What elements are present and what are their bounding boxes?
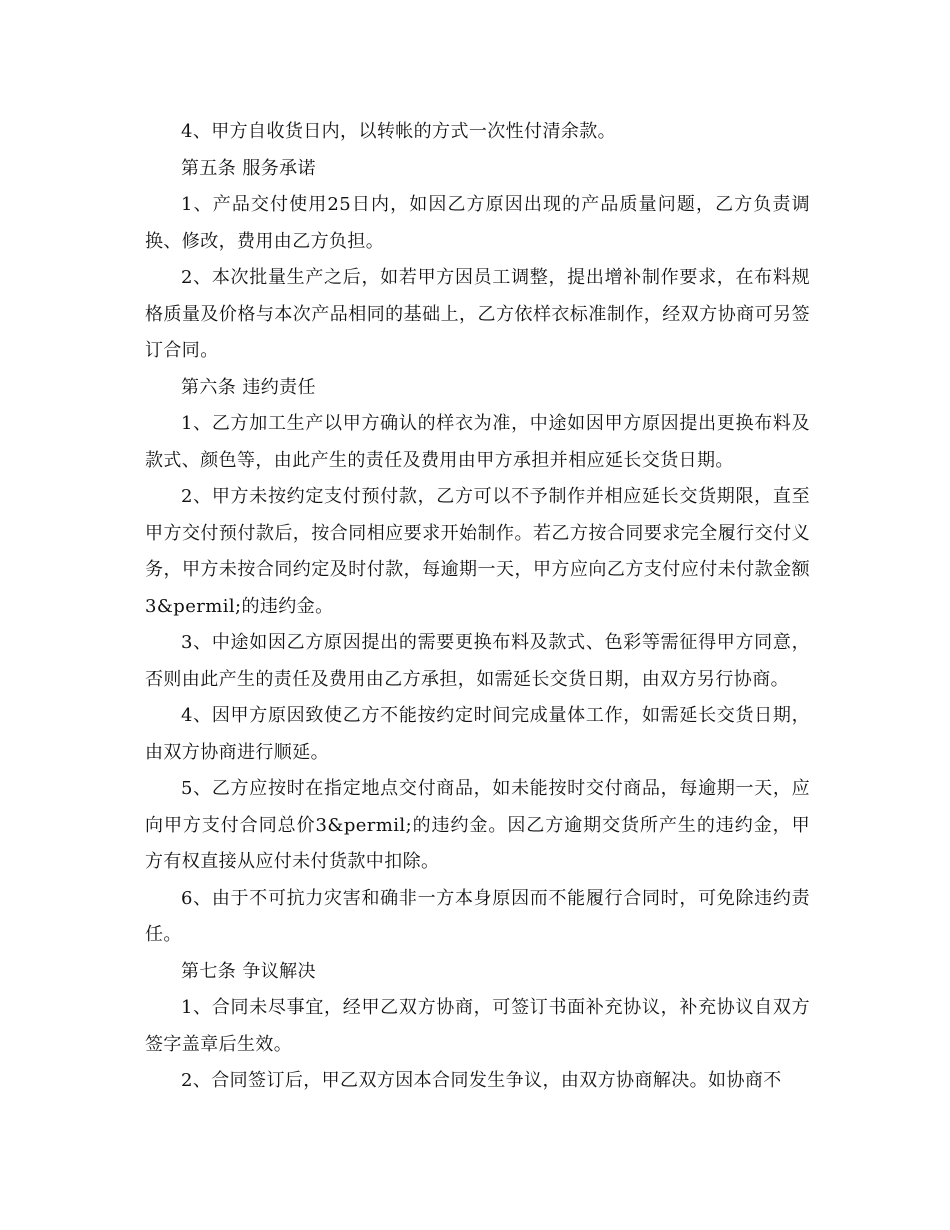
section-heading-article-5: 第五条 服务承诺 [181,157,316,179]
clause-6-2-late-prepayment: 2、甲方未按约定支付预付款，乙方可以不予制作并相应延长交货期限，直至甲方交付预付款后，按合同相应要求开始制作。若乙方按合同要求完全履行交付义务，甲方未按合同约定及时付款，每逾期一天，甲方应向乙方支付应付未付款金额3&permil;的违约金。 [145,486,810,617]
clause-6-6-force-majeure: 6、由于不可抗力灾害和确非一方本身原因而不能履行合同时，可免除违约责任。 [145,887,810,945]
clause-7-1-supplementary-agreement: 1、合同未尽事宜，经甲乙双方协商，可签订书面补充协议，补充协议自双方签字盖章后生效。 [145,997,810,1055]
clause-5-1-quality: 1、产品交付使用25日内，如因乙方原因出现的产品质量问题，乙方负责调换、修改，费用由乙方负担。 [145,194,810,252]
clause-6-5-late-delivery: 5、乙方应按时在指定地点交付商品，如未能按时交付商品，每逾期一天，应向甲方支付合同总价3&permil;的违约金。因乙方逾期交货所产生的违约金，甲方有权直接从应付未付货款中扣除。 [145,778,810,872]
clause-7-2-dispute-resolution: 2、合同签订后，甲乙双方因本合同发生争议，由双方协商解决。如协商不 [181,1070,782,1091]
clause-6-1-sample-changes: 1、乙方加工生产以甲方确认的样衣为准，中途如因甲方原因提出更换布料及款式、颜色等，由此产生的责任及费用由甲方承担并相应延长交货日期。 [145,413,810,471]
clause-5-2-additional-orders: 2、本次批量生产之后，如若甲方因员工调整，提出增补制作要求，在布料规格质量及价格与本次产品相同的基础上，乙方依样衣标准制作，经双方协商可另签订合同。 [145,267,810,361]
section-heading-article-6: 第六条 违约责任 [181,376,316,398]
contract-body [145,114,810,1100]
section-heading-article-7: 第七条 争议解决 [181,960,316,982]
clause-6-4-measurement-delay: 4、因甲方原因致使乙方不能按约定时间完成量体工作，如需延长交货日期，由双方协商进行顺延。 [145,705,810,763]
clause-6-3-supplier-changes: 3、中途如因乙方原因提出的需要更换布料及款式、色彩等需征得甲方同意，否则由此产生的责任及费用由乙方承担，如需延长交货日期，由双方另行协商。 [145,632,810,690]
clause-4-final-payment: 4、甲方自收货日内，以转帐的方式一次性付清余款。 [181,121,617,142]
